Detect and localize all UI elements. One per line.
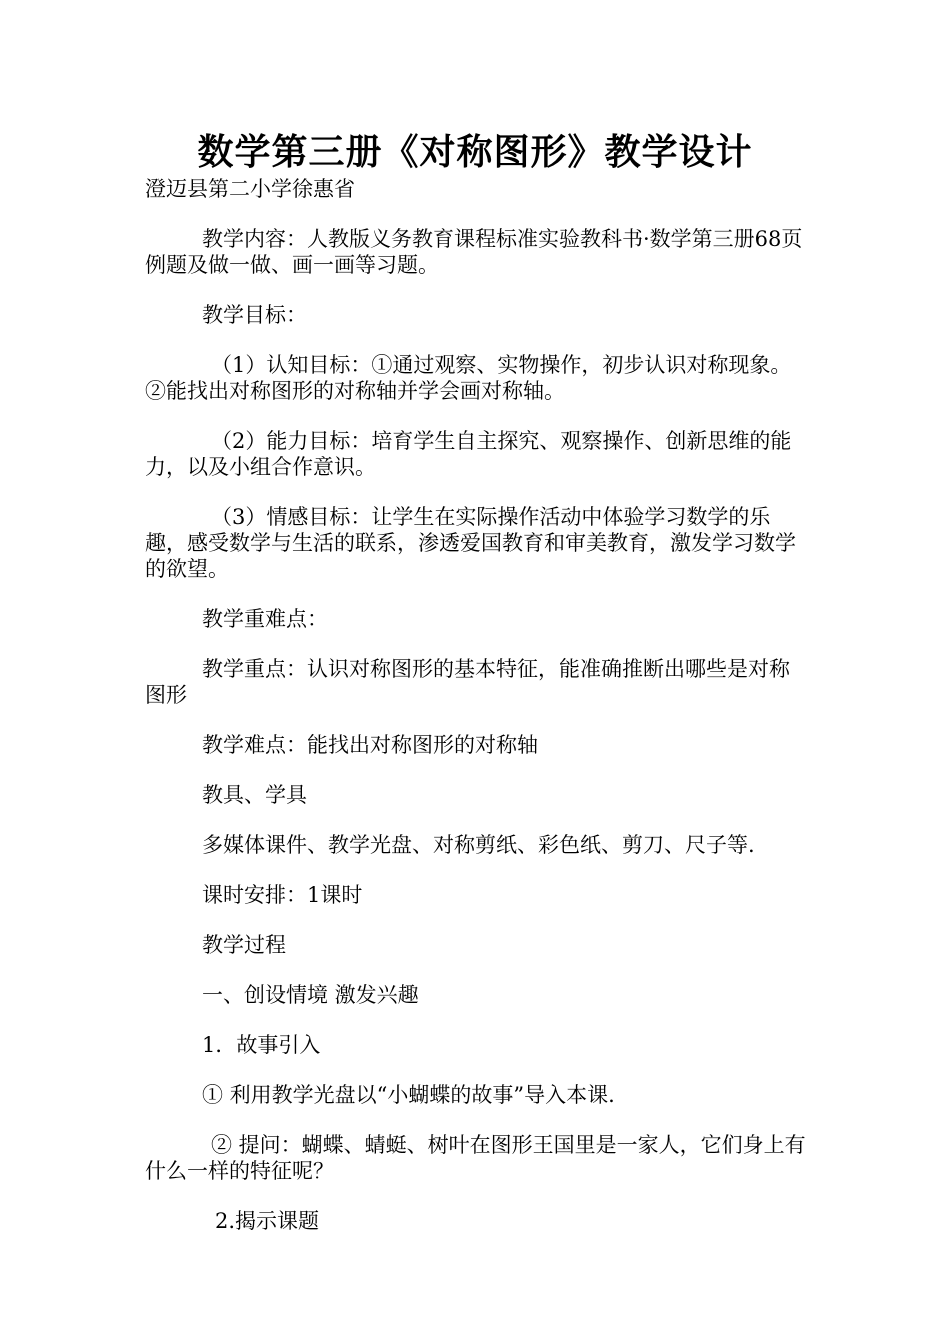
paragraph-emotional-objective: （3）情感目标：让学生在实际操作活动中体验学习数学的乐趣，感受数学与生活的联系，渗透爱国教育和审美教育，激发学习数学的欲望。: [145, 505, 796, 581]
document-body: [145, 226, 810, 1258]
paragraph-tools-list: 多媒体课件、教学光盘、对称剪纸、彩色纸、剪刀、尺子等.: [202, 833, 755, 857]
paragraph-objectives-heading: 教学目标：: [202, 303, 307, 327]
paragraph-schedule: 课时安排：1课时: [202, 883, 363, 907]
document-author: 澄迈县第二小学徐惠省: [145, 177, 355, 201]
paragraph-process-heading: 教学过程: [202, 933, 286, 957]
document-title: 数学第三册《对称图形》教学设计: [197, 131, 753, 173]
paragraph-key-point: 教学重点：认识对称图形的基本特征，能准确推断出哪些是对称图形: [145, 657, 790, 707]
paragraph-tools-heading: 教具、学具: [202, 783, 307, 807]
paragraph-step-two: ② 提问：蝴蝶、蜻蜓、树叶在图形王国里是一家人，它们身上有什么一样的特征呢？: [145, 1133, 806, 1183]
paragraph-difficult-point: 教学难点：能找出对称图形的对称轴: [202, 733, 538, 757]
paragraph-reveal-topic: 2.揭示课题: [215, 1209, 320, 1233]
paragraph-section-one: 一、创设情境 激发兴趣: [202, 983, 419, 1007]
paragraph-content: 教学内容：人教版义务教育课程标准实验教科书·数学第三册68页例题及做一做、画一画等习题。: [145, 227, 803, 277]
paragraph-step-one: ① 利用教学光盘以“小蝴蝶的故事”导入本课.: [202, 1083, 615, 1107]
paragraph-cognitive-objective: （1）认知目标：①通过观察、实物操作，初步认识对称现象。②能找出对称图形的对称轴并学会画对称轴。: [145, 353, 792, 403]
paragraph-story-intro: 1．故事引入: [202, 1033, 321, 1057]
paragraph-ability-objective: （2）能力目标：培育学生自主探究、观察操作、创新思维的能力，以及小组合作意识。: [145, 429, 792, 479]
paragraph-key-points-heading: 教学重难点：: [202, 607, 328, 631]
